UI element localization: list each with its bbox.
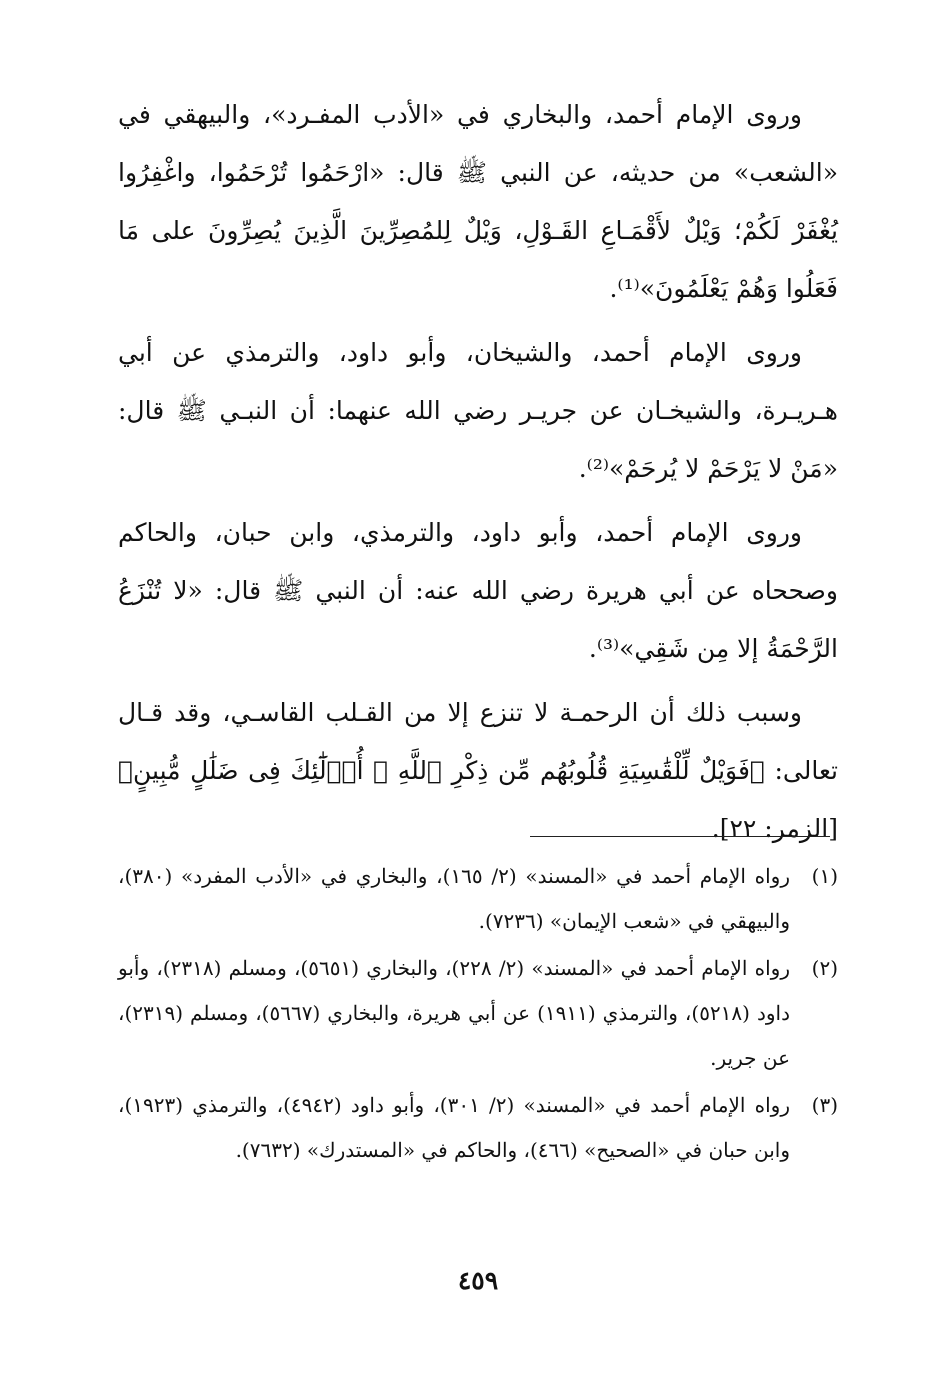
footnote-text: رواه الإمام أحمد في «المسند» (٢/ ٣٠١)، وأبو داود (٤٩٤٢)، والترمذي (١٩٢٣)، وابن حبان في «الصحيح» (٤٦٦)، والحاكم في «المستدرك» (٧٦٣٢). — [118, 1093, 790, 1162]
footnote-text: رواه الإمام أحمد في «المسند» (٢/ ١٦٥)، والبخاري في «الأدب المفرد» (٣٨٠)، والبيهقي في «شعب الإيمان» (٧٢٣٦). — [118, 864, 790, 933]
paragraph-4: وسبب ذلك أن الرحمـة لا تنزع إلا من القـلب القاسـي، وقد قـال تعالى: ﴿فَوَيْلٌ لِّلْقَٰسِيَةِ قُلُوبُهُم مِّن ذِكْرِ ٱللَّهِ ۚ أُو۟لَٰٓئِكَ فِى ضَلَٰلٍ مُّبِينٍ﴾[الزمر: ٢٢]. — [118, 698, 838, 843]
footnote-number: (١) — [811, 864, 838, 888]
paragraph-1: وروى الإمام أحمد، والبخاري في «الأدب المفـرد»، والبيهقي في «الشعب» من حديثه، عن النبي ﷺ قال: «ارْحَمُوا تُرْحَمُوا، واغْفِرُوا يُغْفَرْ لَكُمْ؛ وَيْلٌ لأَقْمَـاعِ القَـوْلِ، وَيْلٌ لِلمُصِرِّينَ الَّذِينَ يُصِرِّونَ على مَا فَعَلُوا وَهُمْ يَعْلَمُونَ»⁽¹⁾. — [118, 100, 838, 303]
footnote-1 — [118, 854, 838, 944]
footnote-3 — [118, 1083, 838, 1173]
main-text — [118, 86, 838, 843]
footnotes — [118, 854, 838, 1175]
paragraph-3: وروى الإمام أحمد، وأبو داود، والترمذي، وابن حبان، والحاكم وصححاه عن أبي هريرة رضي الله عنه: أن النبي ﷺ قال: «لا تُنْزَعُ الرَّحْمَةُ إلا مِن شَقِي»⁽³⁾. — [118, 518, 838, 663]
footnote-number: (٣) — [811, 1093, 838, 1117]
book-page — [118, 86, 838, 1336]
footnote-text: رواه الإمام أحمد في «المسند» (٢/ ٢٢٨)، والبخاري (٥٦٥١)، ومسلم (٢٣١٨)، وأبو داود (٥٢١٨)، والترمذي (١٩١١) عن أبي هريرة، والبخاري (٥٦٦٧)، ومسلم (٢٣١٩)، عن جرير. — [118, 956, 791, 1070]
footnote-separator — [530, 836, 830, 837]
footnote-number: (٢) — [811, 956, 838, 980]
paragraph-2: وروى الإمام أحمد، والشيخان، وأبو داود، والترمذي عن أبي هـريـرة، والشيخـان عن جريـر رضي الله عنهما: أن النبـي ﷺ قال: «مَنْ لا يَرْحَمْ لا يُرحَمْ»⁽²⁾. — [118, 338, 838, 483]
footnote-2 — [118, 946, 838, 1081]
page-number: ٤٥٩ — [457, 1266, 499, 1295]
